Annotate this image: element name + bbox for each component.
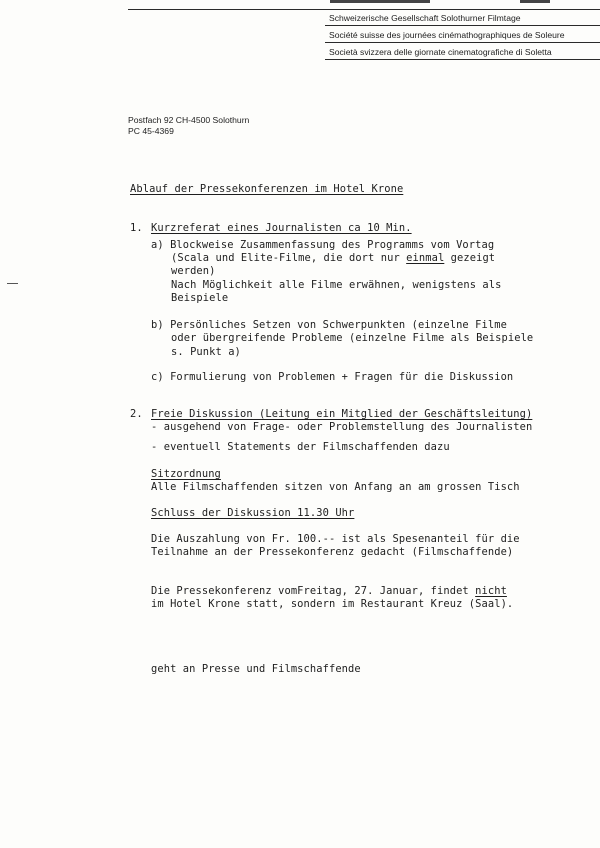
item-a-line: [171, 252, 495, 264]
seating-text: Alle Filmschaffenden sitzen von Anfang an am grossen Tisch: [151, 481, 520, 493]
payment-line: Die Auszahlung von Fr. 100.-- ist als Spesenanteil für die: [151, 533, 520, 545]
top-edge-mark: [330, 0, 430, 3]
item-a-line: Nach Möglichkeit alle Filme erwähnen, wenigstens als: [171, 279, 502, 291]
venue-line: im Hotel Krone statt, sondern im Restaurant Kreuz (Saal).: [151, 598, 514, 610]
bullet-line: - ausgehend von Frage- oder Problemstellung des Journalisten: [151, 421, 533, 433]
section-heading: Freie Diskussion (Leitung ein Mitglied der Geschäftsleitung): [151, 408, 533, 420]
distribution-note: geht an Presse und Filmschaffende: [151, 663, 361, 675]
section-heading: Kurzreferat eines Journalisten ca 10 Min.: [151, 222, 412, 234]
letterhead-line-de: Schweizerische Gesellschaft Solothurner Filmtage: [329, 13, 521, 23]
emphasis-einmal: einmal: [406, 252, 445, 264]
letterhead-rule: [325, 25, 600, 26]
item-b-line: oder übergreifende Probleme (einzelne Filme als Beispiele: [171, 332, 534, 344]
end-heading: Schluss der Diskussion 11.30 Uhr: [151, 507, 355, 519]
letterhead-line-it: Società svizzera delle giornate cinematografiche di Soletta: [329, 47, 552, 57]
item-a-line: Beispiele: [171, 292, 229, 304]
emphasis-nicht: nicht: [475, 585, 507, 597]
item-a-line: a) Blockweise Zusammenfassung des Programms vom Vortag: [151, 239, 495, 251]
letterhead-line-fr: Société suisse des journées cinémathographiques de Soleure: [329, 30, 565, 40]
section-number: 2.: [130, 408, 143, 420]
payment-line: Teilnahme an der Pressekonferenz gedacht (Filmschaffende): [151, 546, 514, 558]
margin-mark: [7, 283, 18, 284]
address-line: Postfach 92 CH-4500 Solothurn: [128, 115, 250, 125]
section-number: 1.: [130, 222, 143, 234]
document-title: Ablauf der Pressekonferenzen im Hotel Krone: [130, 183, 404, 195]
letterhead-rule: [325, 59, 600, 60]
item-b-line: b) Persönliches Setzen von Schwerpunkten (einzelne Filme: [151, 319, 507, 331]
item-a-line: werden): [171, 265, 216, 277]
postal-account: PC 45-4369: [128, 126, 174, 136]
top-edge-mark: [520, 0, 550, 3]
venue-line: [151, 585, 507, 597]
item-c-line: c) Formulierung von Problemen + Fragen für die Diskussion: [151, 371, 514, 383]
letterhead-rule: [128, 9, 600, 10]
item-a-text: gezeigt: [444, 252, 496, 264]
venue-text: Die Pressekonferenz vomFreitag, 27. Januar, findet: [151, 585, 476, 597]
item-b-line: s. Punkt a): [171, 346, 241, 358]
bullet-line: - eventuell Statements der Filmschaffenden dazu: [151, 441, 450, 453]
seating-heading: Sitzordnung: [151, 468, 221, 480]
item-a-text: (Scala und Elite-Filme, die dort nur: [171, 252, 407, 264]
letterhead-rule: [325, 42, 600, 43]
